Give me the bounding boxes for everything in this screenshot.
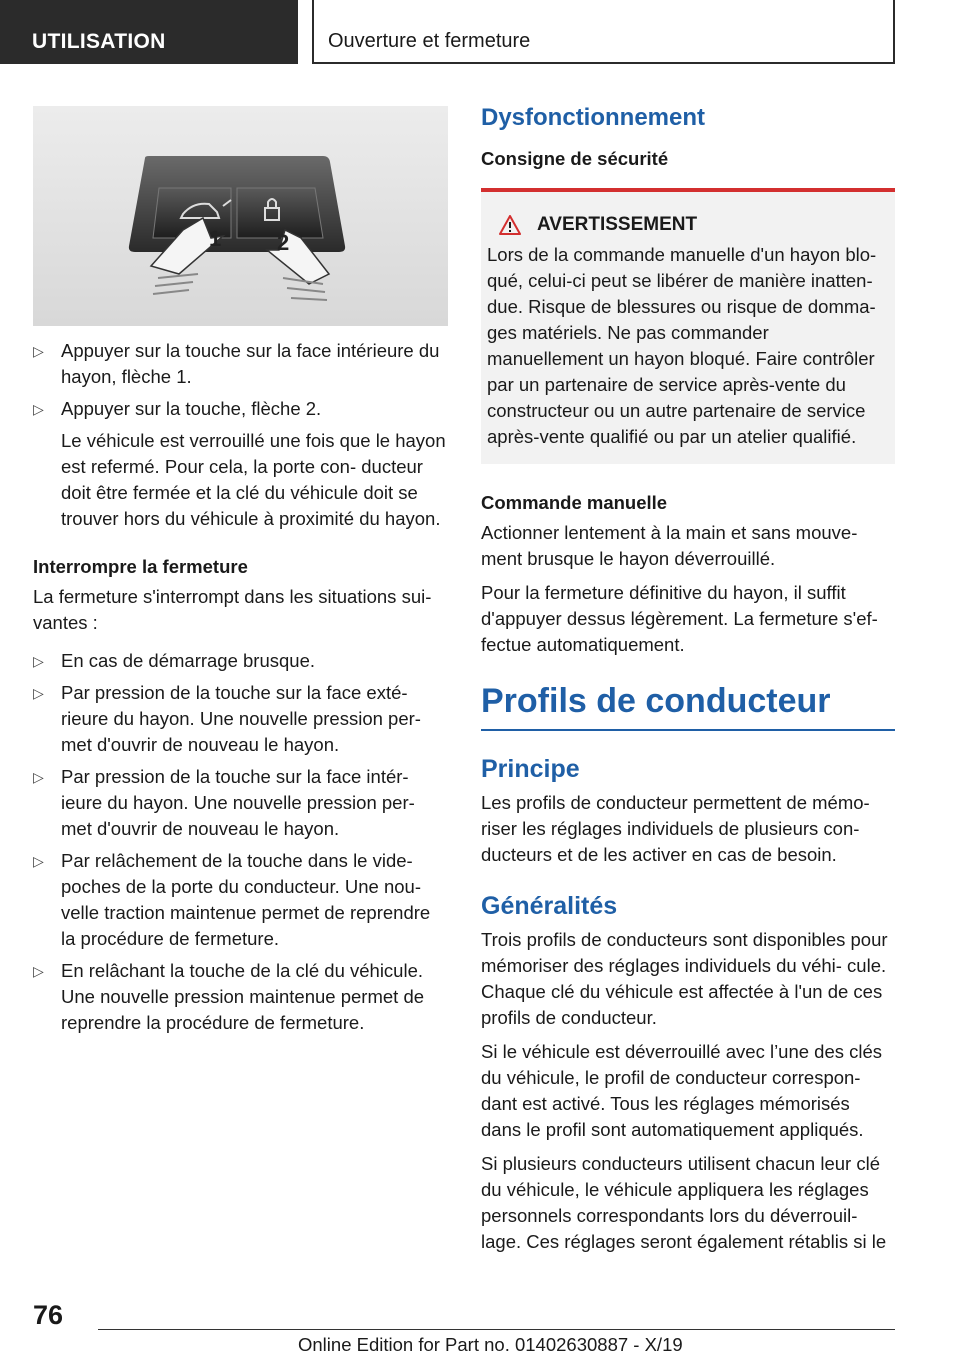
warning-box (481, 188, 895, 464)
general-paragraph-1: Trois profils de conducteurs sont disponibles pour mémoriser des réglages individuels du véhi- cule. Chaque clé du véhicule est affectée à l'un de ces profils de conducteur. (481, 929, 888, 1028)
tailgate-buttons-figure (33, 106, 448, 326)
general-paragraph-2: Si le véhicule est déverrouillé avec l’une des clés du véhicule, le profil de conducteur correspon- dant est activé. Tous les réglages mémorisés dans le profil sont automatiquement appliqués. (481, 1041, 883, 1140)
footer-divider (98, 1329, 895, 1330)
manual-paragraph-1: Actionner lentement à la main et sans mouve- ment brusque le hayon déverrouillé. (481, 522, 858, 569)
list-item: ▷ Par pression de la touche sur la face intér- ieure du hayon. Une nouvelle pression per- met d'ouvrir de nouveau le hayon. (33, 766, 415, 839)
profiles-title: Profils de conducteur (481, 682, 895, 731)
triangle-bullet-icon: ▷ (33, 963, 44, 979)
interrupt-list (33, 648, 448, 1036)
general-paragraph-3: Si plusieurs conducteurs utilisent chacun leur clé du véhicule, le véhicule appliquera les réglages personnels correspondants lors du déverrouil- lage. Ces réglages seront également rétablis si le (481, 1153, 887, 1252)
list-item: ▷ Appuyer sur la touche, flèche 2. Le véhicule est verrouillé une fois que le hayon est refermé. Pour cela, la porte con- ducteur doit être fermée et la clé du véhicule doit se trouver hors du véhicule à proximité du hayon. (33, 396, 448, 532)
warning-triangle-icon (499, 215, 521, 235)
manual-heading: Commande manuelle (481, 492, 668, 513)
section-label: UTILISATION (0, 0, 298, 64)
list-item: ▷ Par pression de la touche sur la face exté- rieure du hayon. Une nouvelle pression per- met d'ouvrir de nouveau le hayon. (33, 682, 421, 755)
safety-heading: Consigne de sécurité (481, 148, 669, 169)
list-item: ▷ En cas de démarrage brusque. (33, 648, 448, 674)
triangle-bullet-icon: ▷ (33, 853, 44, 869)
interrupt-heading: Interrompre la fermeture (33, 556, 248, 577)
list-item: ▷ En relâchant la touche de la clé du véhicule. Une nouvelle pression maintenue permet de reprendre la procédure de fermeture. (33, 960, 425, 1033)
triangle-bullet-icon: ▷ (33, 401, 44, 417)
triangle-bullet-icon: ▷ (33, 653, 44, 669)
general-title: Généralités (481, 892, 618, 920)
triangle-bullet-icon: ▷ (33, 343, 44, 359)
left-column (33, 106, 448, 1042)
triangle-bullet-icon: ▷ (33, 685, 44, 701)
arrow-label-2: 2 (277, 230, 290, 255)
arrow-label-1: 1 (209, 226, 222, 251)
tailgate-buttons-illustration (33, 106, 448, 326)
page-number: 76 (33, 1300, 64, 1330)
right-column (481, 104, 895, 1263)
list-item: ▷ Par relâchement de la touche dans le vide- poches de la porte du conducteur. Une nou- velle traction maintenue permet de reprendre la procédure de fermeture. (33, 850, 431, 949)
warning-header (487, 214, 887, 236)
principle-title: Principe (481, 755, 580, 783)
chapter-label: Ouverture et fermeture (328, 30, 531, 52)
malfunction-title: Dysfonctionnement (481, 104, 706, 131)
step-note: Le véhicule est verrouillé une fois que le hayon est refermé. Pour cela, la porte con- ducteur doit être fermée et la clé du véhicule doit se trouver hors du véhicule à proximité du hayon. (61, 430, 446, 529)
edition-footer: Online Edition for Part no. 01402630887 - X/19 (298, 1334, 683, 1355)
steps-list (33, 338, 448, 532)
warning-text: Lors de la commande manuelle d'un hayon blo- qué, celui-ci peut se libérer de manière inatten- due. Risque de blessures ou risque de domma- ges matériels. Ne pas commander manuellement un hayon bloqué. Faire contrôler par un partenaire de service après-vente du constructeur ou un autre partenaire de service après-vente qualifié ou par un atelier qualifié. (487, 244, 877, 447)
warning-title: AVERTISSEMENT (537, 214, 698, 235)
manual-paragraph-2: Pour la fermeture définitive du hayon, il suffit d'appuyer dessus légèrement. La fermeture s'ef- fectue automatiquement. (481, 582, 878, 655)
interrupt-intro: La fermeture s'interrompt dans les situations sui- vantes : (33, 586, 432, 633)
list-item: ▷ Appuyer sur la touche sur la face intérieure du hayon, flèche 1. (33, 340, 440, 387)
principle-text: Les profils de conducteur permettent de mémo- riser les réglages individuels de plusieurs con- ducteurs et de les activer en cas de besoin. (481, 792, 870, 865)
page-header (0, 0, 960, 66)
triangle-bullet-icon: ▷ (33, 769, 44, 785)
